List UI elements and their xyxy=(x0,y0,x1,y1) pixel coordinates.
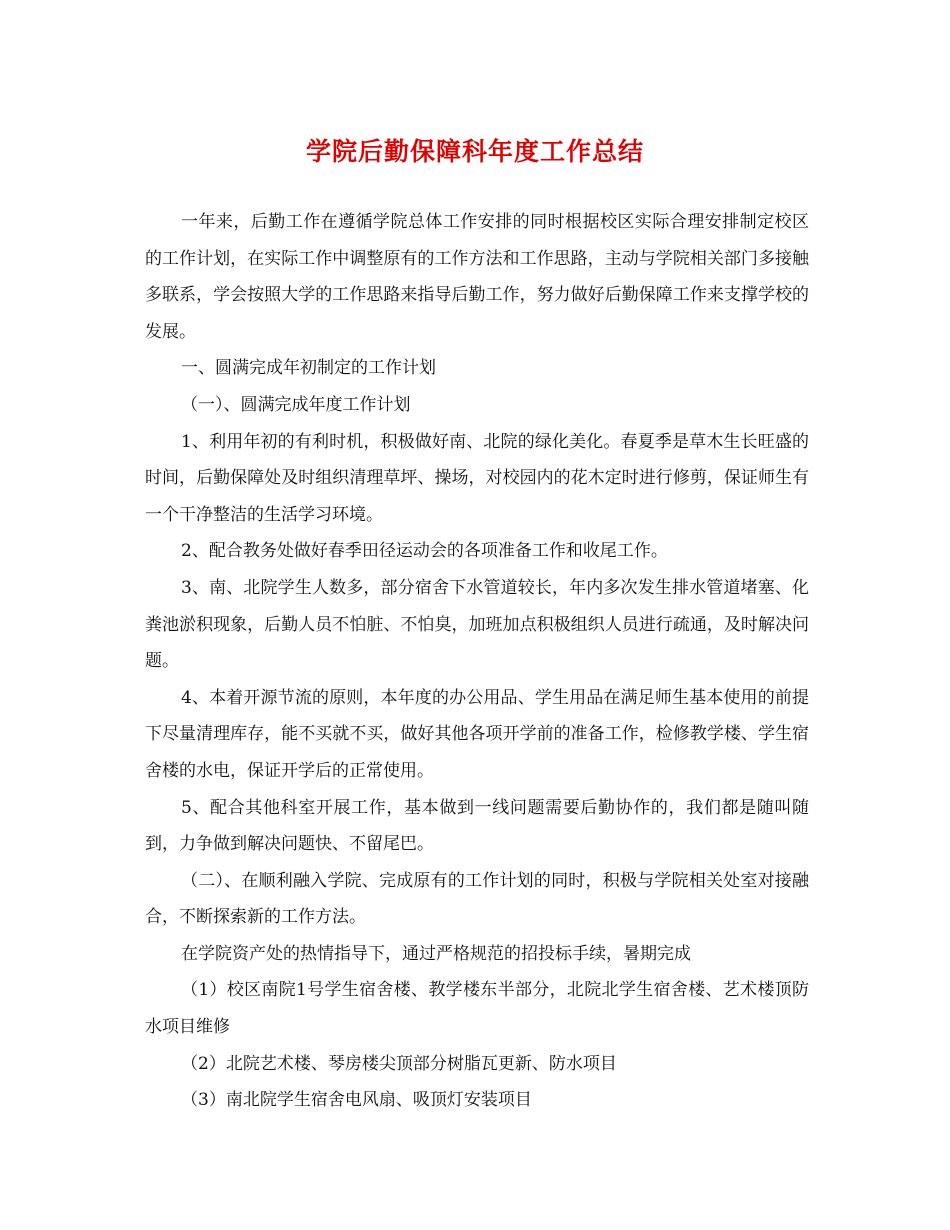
subsection-heading-2: （二）、在顺利融入学院、完成原有的工作计划的同时，积极与学院相关处室对接融合，不断探索新的工作方法。 xyxy=(145,870,809,928)
list-item-4: 4、本着开源节流的原则，本年度的办公用品、学生用品在满足师生基本使用的前提下尽量清理库存，能不买就不买，做好其他各项开学前的准备工作，检修教学楼、学生宿舍楼的水电，保证开学后的正常使用。 xyxy=(145,687,809,781)
project-item-1: （1）校区南院1号学生宿舍楼、教学楼东半部分，北院北学生宿舍楼、艺术楼顶防水项目维修 xyxy=(145,980,809,1038)
paragraph-procurement: 在学院资产处的热情指导下，通过严格规范的招投标手续，暑期完成 xyxy=(181,943,691,964)
list-item-3: 3、南、北院学生人数多，部分宿舍下水管道较长，年内多次发生排水管道堵塞、化粪池淤积现象，后勤人员不怕脏、不怕臭，加班加点积极组织人员进行疏通，及时解决问题。 xyxy=(145,577,809,672)
section-heading-1: 一、圆满完成年初制定的工作计划 xyxy=(181,358,436,379)
document-title: 学院后勤保障科年度工作总结 xyxy=(305,137,644,166)
document-body xyxy=(145,204,809,1119)
list-item-5: 5、配合其他科室开展工作，基本做到一线问题需要后勤协作的，我们都是随叫随到，力争做到解决问题快、不留尾巴。 xyxy=(145,797,809,855)
paragraph-intro: 一年来，后勤工作在遵循学院总体工作安排的同时根据校区实际合理安排制定校区的工作计划，在实际工作中调整原有的工作方法和工作思路，主动与学院相关部门多接触多联系，学会按照大学的工作思路来指导后勤工作，努力做好后勤保障工作来支撑学校的发展。 xyxy=(145,212,809,342)
project-item-3: （3）南北院学生宿舍电风扇、吸顶灯安装项目 xyxy=(181,1090,532,1111)
subsection-heading-1: （一）、圆满完成年度工作计划 xyxy=(181,394,411,415)
project-item-2: （2）北院艺术楼、琴房楼尖顶部分树脂瓦更新、防水项目 xyxy=(181,1053,617,1074)
list-item-2: 2、配合教务处做好春季田径运动会的各项准备工作和收尾工作。 xyxy=(181,541,668,562)
list-item-1: 1、利用年初的有利时机，积极做好南、北院的绿化美化。春夏季是草木生长旺盛的时间，后勤保障处及时组织清理草坪、操场，对校园内的花木定时进行修剪，保证师生有一个干净整洁的生活学习环境。 xyxy=(145,431,809,525)
